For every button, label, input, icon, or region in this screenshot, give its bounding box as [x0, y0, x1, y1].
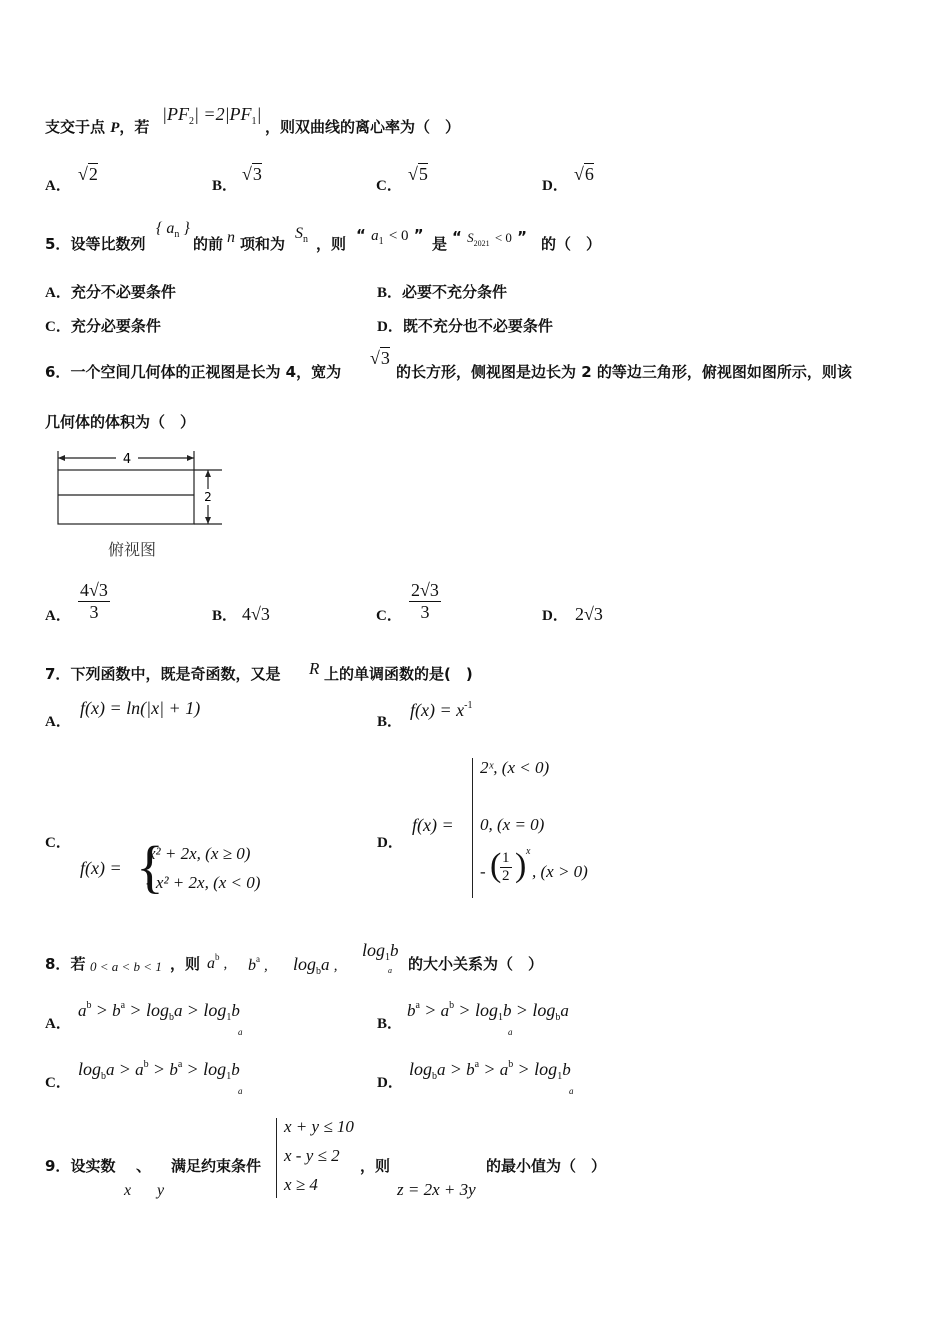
q6-option-b-value: 4√3 — [242, 604, 270, 624]
q9-text1: 9．设实数 — [45, 1157, 116, 1175]
q6-option-c-label: C． — [376, 608, 402, 624]
q5-n: n — [227, 229, 235, 246]
q5-seq: { $a_n$ } — [156, 220, 190, 240]
q5-text3: 项和为 — [240, 235, 286, 253]
q8-option-b-base: a — [508, 1027, 513, 1037]
q8-option-c-base: a — [238, 1086, 243, 1096]
q7-option-c-case1: x² + 2x, (x ≥ 0) — [148, 844, 251, 863]
q9-text3: ，则 — [360, 1157, 391, 1175]
q7-text2: 上的单调函数的是( ) — [324, 665, 473, 683]
q6-text1: 6．一个空间几何体的正视图是长为 4，宽为 — [45, 363, 342, 381]
q7-R: R — [309, 659, 320, 678]
q8-e4: $\log_1b$ — [362, 940, 399, 963]
q8-e3: $\log_ba$ , — [293, 954, 338, 977]
q5-cond1: “ $a_1 < 0$ ” — [356, 226, 424, 247]
q8-option-a-expr: $a^b > b^a > \log_ba > \log_1b$ — [78, 1000, 240, 1023]
q7-option-d-lhs: f(x) = — [412, 815, 454, 835]
q8-text2: ，则 — [170, 955, 201, 973]
q6-option-a-value: $\frac{4√3}{3}$ — [80, 580, 108, 622]
q4-option-c-value: √5 — [408, 164, 428, 184]
q6-option-b-label: B． — [212, 608, 238, 624]
q7-option-c-lhs: f(x) = — [80, 858, 122, 878]
q5-cond2: “ $S_{2021} < 0$ ” — [452, 228, 528, 248]
q6-option-c-value: $\frac{2√3}{3}$ — [411, 580, 439, 622]
q7-text1: 7．下列函数中，既是奇函数，又是 — [45, 665, 281, 683]
q8-option-c-label: C． — [45, 1075, 71, 1091]
q8-e1: $a^b$ , — [207, 952, 228, 972]
q7-option-a-expr: f(x) = ln(|x| + 1) — [80, 698, 201, 718]
q7-option-b-expr: $f(x) = x^{-1}$ — [410, 700, 473, 720]
q9-sep: 、 — [136, 1157, 152, 1175]
q7-option-d-case3-frac: $\frac{1}{2}$ — [502, 850, 510, 884]
q6-text2: 的长方形，侧视图是边长为 2 的等边三角形，俯视图如图所示，则该 — [396, 363, 852, 381]
q4-text-before: 支交于点 P，若 — [45, 118, 150, 136]
q4-option-b-value: √3 — [242, 164, 262, 184]
q9-constraint-1: x + y ≤ 10 — [284, 1117, 354, 1136]
q7-option-c-label: C． — [45, 835, 71, 851]
q5-sn: $S_n$ — [295, 225, 308, 245]
q5-option-a: A．充分不必要条件 — [45, 283, 176, 301]
q8-text1: 8．若 — [45, 955, 86, 973]
q9-x: x — [124, 1182, 132, 1199]
figure-dim-top: 4 — [122, 452, 132, 467]
q8-option-d-label: D． — [377, 1075, 403, 1091]
q7-option-d-label: D． — [377, 835, 403, 851]
q5-text6: 的（ ） — [541, 235, 602, 253]
figure-rectangle — [58, 470, 194, 524]
q7-option-d-case2: 0, (x = 0) — [480, 815, 545, 834]
q7-option-b-label: B． — [377, 714, 403, 730]
q5-text5: 是 — [432, 235, 448, 253]
q4-text-after: ，则双曲线的离心率为（ ） — [265, 118, 461, 136]
q6-figure-caption: 俯视图 — [108, 540, 157, 559]
figure-dim-right: 2 — [204, 490, 212, 504]
q9-objective: z = 2x + 3y — [397, 1180, 476, 1199]
q5-text2: 的前 — [193, 235, 224, 253]
q7-option-d-brace — [472, 758, 474, 898]
q4-option-d-label: D． — [542, 178, 568, 194]
q7-option-d-case1: 2ˣ, (x < 0) — [480, 758, 550, 777]
q7-option-d-case3-minus: - — [480, 862, 486, 881]
q7-option-d-case3-exp: x — [526, 846, 531, 857]
q8-option-c-expr: $\log_ba > a^b > b^a > \log_1b$ — [78, 1059, 240, 1082]
q8-option-d-base: a — [569, 1086, 574, 1096]
q5-text4: ，则 — [316, 235, 347, 253]
q6-option-a-label: A． — [45, 608, 71, 624]
q5-option-d: D．既不充分也不必要条件 — [377, 317, 553, 335]
q9-text2: 满足约束条件 — [171, 1157, 262, 1175]
q6-width: √3 — [370, 348, 390, 368]
q6-line2: 几何体的体积为（ ） — [45, 413, 196, 431]
q4-option-d-value: √6 — [574, 164, 594, 184]
q8-e4-base: a — [388, 966, 392, 975]
q8-option-b-label: B． — [377, 1016, 403, 1032]
q8-option-a-label: A． — [45, 1016, 71, 1032]
q8-cond: 0 < a < b < 1 — [90, 959, 162, 974]
q7-option-d-case3-cond: , (x > 0) — [532, 862, 588, 881]
q8-e2: $b^a$ , — [248, 954, 268, 974]
q5-option-b: B．必要不充分条件 — [377, 283, 508, 301]
q4-option-c-label: C． — [376, 178, 402, 194]
q4-option-a-value: √2 — [78, 164, 98, 184]
q9-text4: 的最小值为（ ） — [486, 1157, 607, 1175]
q7-option-c-case2: - x² + 2x, (x < 0) — [146, 873, 261, 892]
q9-y: y — [157, 1182, 165, 1199]
q7-option-c-brace: { — [136, 834, 164, 899]
q9-constraint-2: x - y ≤ 2 — [284, 1146, 340, 1165]
q8-option-b-expr: $b^a > a^b > \log_1b > \log_ba$ — [407, 1000, 569, 1023]
q7-option-d-paren-open: ( — [490, 847, 502, 884]
q6-option-d-value: 2√3 — [575, 604, 603, 624]
q5-number-text1: 5．设等比数列 — [45, 235, 146, 253]
q8-option-a-base: a — [238, 1027, 243, 1037]
q7-option-d-paren-close: ) — [515, 847, 527, 884]
q4-condition: $|PF_2| =2|PF_1|$ — [162, 104, 262, 127]
q9-constraint-3: x ≥ 4 — [284, 1175, 318, 1194]
q7-option-a-label: A． — [45, 714, 71, 730]
q6-option-d-label: D． — [542, 608, 568, 624]
q4-option-b-label: B． — [212, 178, 238, 194]
q8-text3: 的大小关系为（ ） — [408, 955, 544, 973]
q5-option-c: C．充分必要条件 — [45, 317, 161, 335]
q9-brace — [276, 1118, 278, 1198]
q8-option-d-expr: $\log_ba > b^a > a^b > \log_1b$ — [409, 1059, 571, 1082]
q4-option-a-label: A． — [45, 178, 71, 194]
